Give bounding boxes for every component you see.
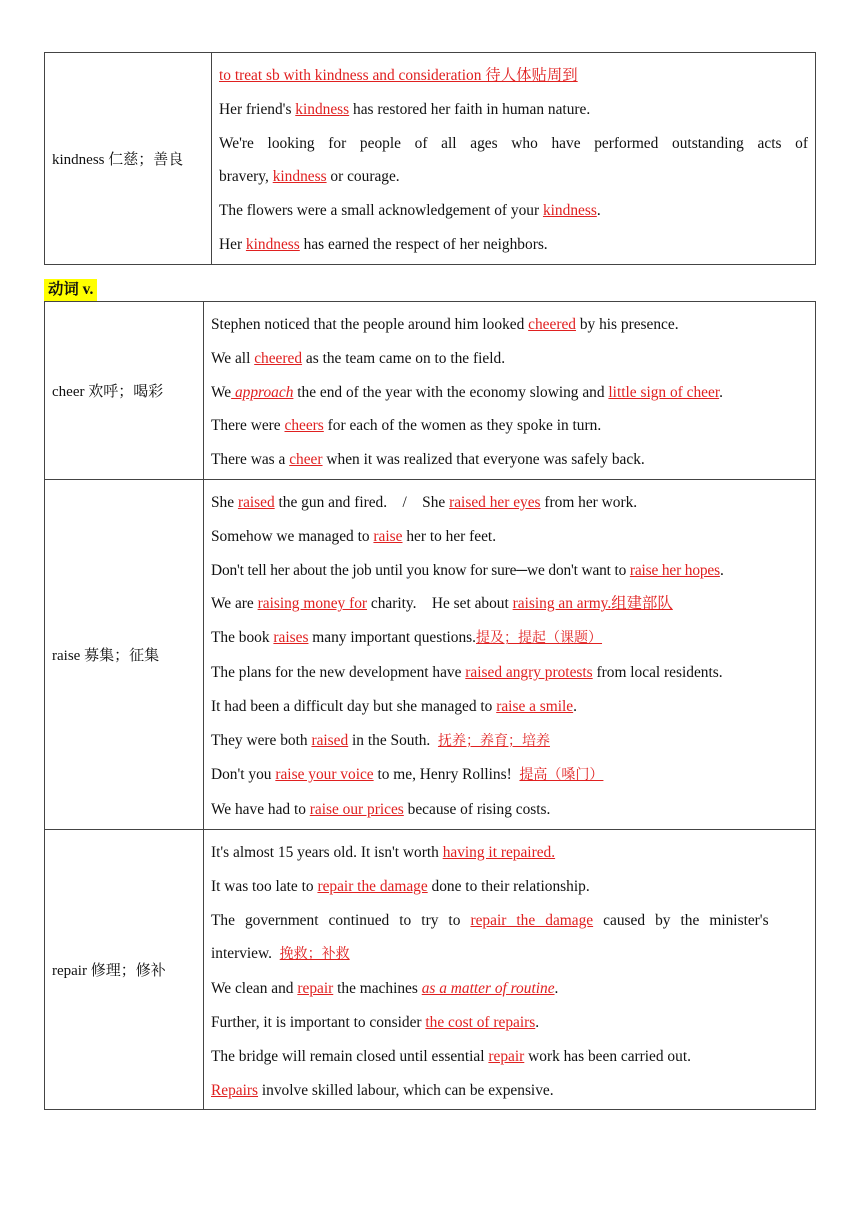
term-cell: raise 募集；征集 (45, 479, 204, 829)
example-line: Repairs involve skilled labour, which can be expensive. (211, 1081, 554, 1099)
example-line: to treat sb with kindness and consideration 待人体贴周到 (219, 67, 578, 84)
example-line: We have had to raise our prices because of rising costs. (211, 801, 551, 819)
example-line: Her kindness has earned the respect of her neighbors. (219, 235, 548, 253)
example-line: We all cheered as the team came on to the field. (211, 349, 506, 367)
example-line: We are raising money for charity. He set about raising an army.组建部队 (211, 595, 673, 613)
verb-table (44, 301, 816, 1110)
example-line: The bridge will remain closed until essential repair work has been carried out. (211, 1047, 691, 1065)
example-line: She raised the gun and fired. / She raised her eyes from her work. (211, 493, 638, 511)
example-line: interview. 挽救；补救 (211, 945, 350, 963)
examples-cell (204, 829, 816, 1109)
example-line: We're looking for people of all ages who have performed outstanding acts of (219, 134, 808, 152)
examples-cell (204, 479, 816, 829)
term-cell: kindness 仁慈；善良 (45, 53, 212, 265)
example-line: There were cheers for each of the women as they spoke in turn. (211, 417, 602, 435)
example-line: The plans for the new development have raised angry protests from local residents. (211, 663, 723, 681)
example-line: Somehow we managed to raise her to her feet. (211, 527, 497, 545)
example-line: It was too late to repair the damage done to their relationship. (211, 877, 590, 895)
term-cell: cheer 欢呼；喝彩 (45, 302, 204, 480)
example-line: There was a cheer when it was realized that everyone was safely back. (211, 451, 645, 469)
example-line: Don't tell her about the job until you know for sure─we don't want to raise her hopes. (211, 561, 724, 579)
example-line: Stephen noticed that the people around him looked cheered by his presence. (211, 316, 679, 333)
example-line: Her friend's kindness has restored her faith in human nature. (219, 100, 591, 118)
section-heading-verb: 动词 v. (44, 279, 97, 301)
kindness-table (44, 52, 816, 265)
table-row (45, 302, 816, 480)
example-line: Don't you raise your voice to me, Henry Rollins! 提高（嗓门） (211, 766, 604, 784)
examples-cell (204, 302, 816, 480)
example-line: The flowers were a small acknowledgement of your kindness. (219, 202, 601, 220)
example-line: They were both raised in the South. 抚养；养育；培养 (211, 731, 550, 749)
example-line: We clean and repair the machines as a matter of routine. (211, 980, 559, 998)
example-line: Further, it is important to consider the cost of repairs. (211, 1013, 540, 1031)
example-line: The government continued to try to repair the damage caused by the minister's (211, 911, 769, 929)
examples-cell (212, 53, 816, 265)
example-line: bravery, kindness or courage. (219, 168, 400, 186)
example-line: The book raises many important questions.提及；提起（课题） (211, 629, 603, 647)
table-row (45, 479, 816, 829)
example-line: It's almost 15 years old. It isn't worth having it repaired. (211, 843, 556, 861)
example-line: We approach the end of the year with the economy slowing and little sign of cheer. (211, 383, 723, 401)
table-row (45, 53, 816, 265)
example-line: It had been a difficult day but she managed to raise a smile. (211, 697, 578, 715)
table-row (45, 829, 816, 1109)
term-cell: repair 修理；修补 (45, 829, 204, 1109)
